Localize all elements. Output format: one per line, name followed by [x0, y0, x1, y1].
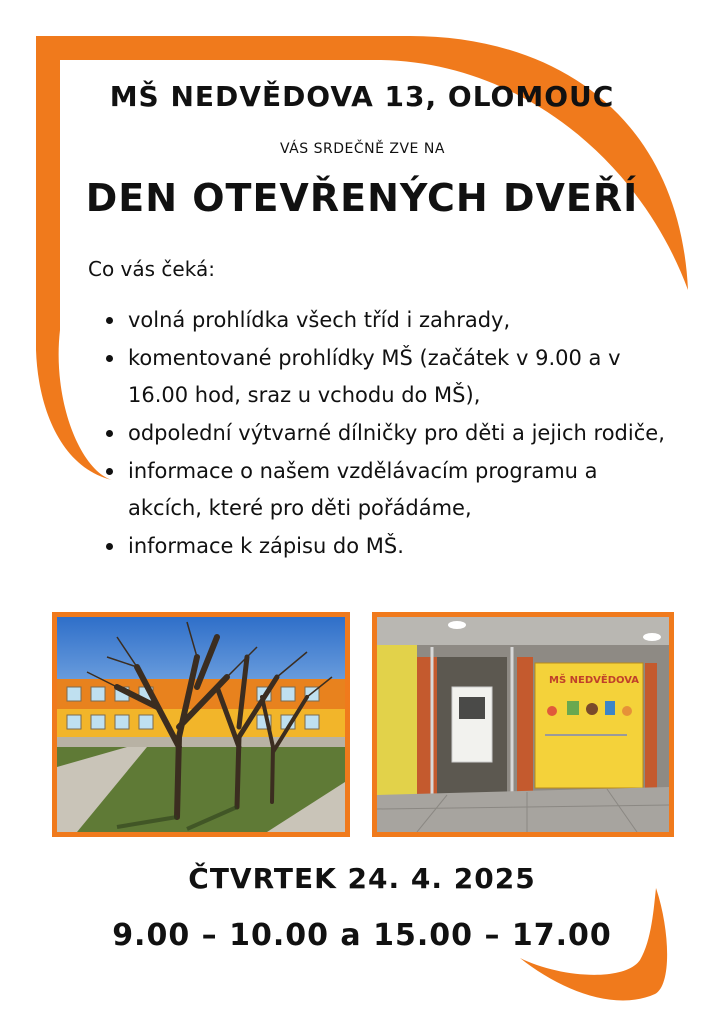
entrance-sign-text: MŠ NEDVĚDOVA: [549, 675, 640, 686]
school-building-photo: [52, 612, 350, 837]
program-item: volná prohlídka všech tříd i zahrady,: [104, 302, 674, 339]
program-list: [104, 302, 674, 566]
event-title: DEN OTEVŘENÝCH DVEŘÍ: [85, 176, 639, 220]
school-name: MŠ NEDVĚDOVA 13, OLOMOUC: [109, 80, 615, 113]
invite-line: VÁS SRDEČNĚ ZVE NA: [280, 141, 445, 157]
program-intro: Co vás čeká:: [88, 257, 215, 281]
event-date: ČTVRTEK 24. 4. 2025: [188, 862, 536, 895]
entrance-photo: [372, 612, 674, 837]
program-item: informace k zápisu do MŠ.: [104, 528, 674, 565]
event-hours: 9.00 – 10.00 a 15.00 – 17.00: [112, 918, 612, 953]
program-item: komentované prohlídky MŠ (začátek v 9.00 a v 16.00 hod, sraz u vchodu do MŠ),: [104, 340, 674, 414]
program-item: odpolední výtvarné dílničky pro děti a jejich rodiče,: [104, 415, 674, 452]
entrance-illustration: [377, 617, 669, 832]
school-building-illustration: [57, 617, 345, 832]
program-item: informace o našem vzdělávacím programu a akcích, které pro děti pořádáme,: [104, 453, 674, 527]
